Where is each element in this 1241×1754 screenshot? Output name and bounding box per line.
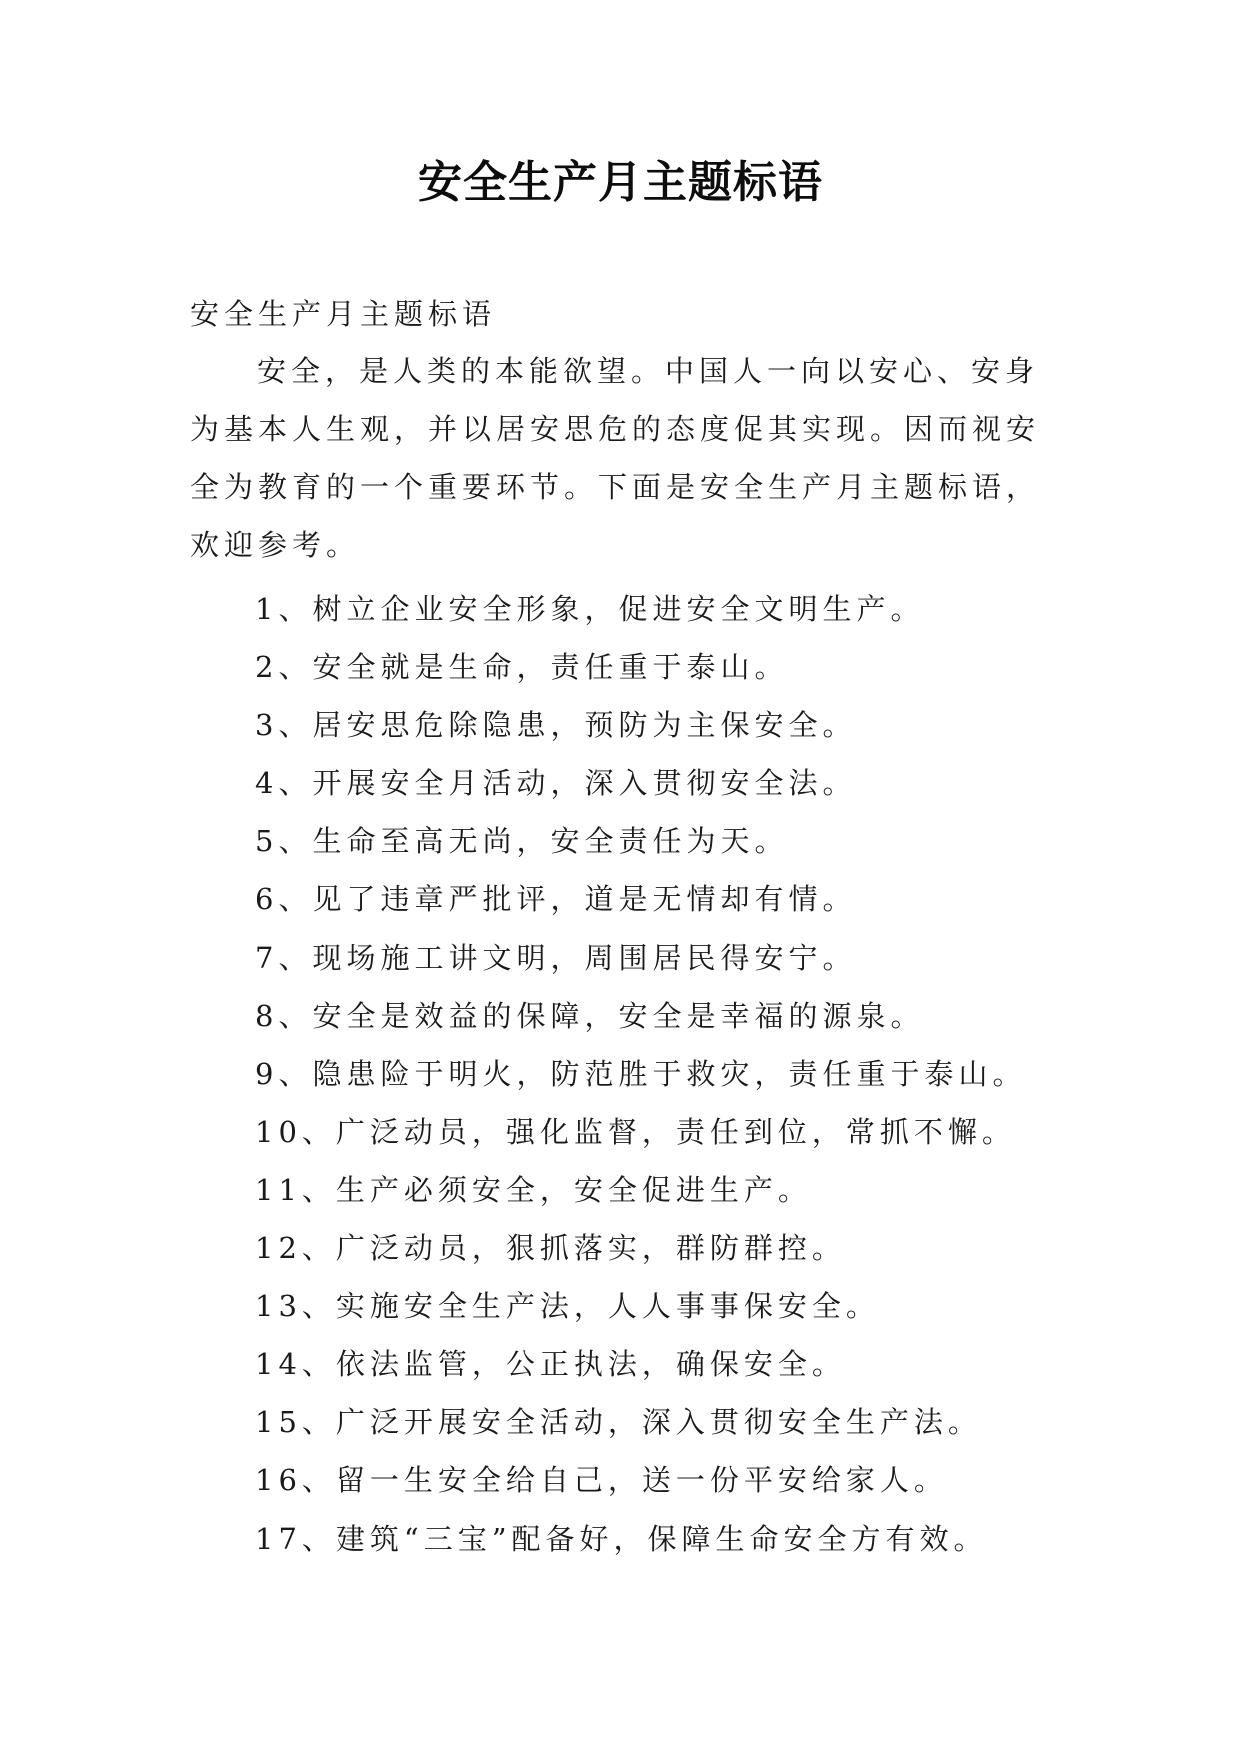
slogan-item: 5、生命至高无尚，安全责任为天。 xyxy=(255,824,789,859)
slogan-item: 9、隐患险于明火，防范胜于救灾，责任重于泰山。 xyxy=(255,1056,1027,1091)
document-title: 安全生产月主题标语 xyxy=(418,157,823,208)
slogan-item: 16、留一生安全给自己，送一份平安给家人。 xyxy=(255,1463,948,1498)
slogan-list xyxy=(255,580,1065,1568)
slogan-item: 13、实施安全生产法，人人事事保安全。 xyxy=(255,1289,880,1324)
slogan-item: 2、安全就是生命，责任重于泰山。 xyxy=(255,650,789,685)
document-subtitle: 安全生产月主题标语 xyxy=(190,297,497,331)
slogan-item: 6、见了违章严批评，道是无情却有情。 xyxy=(255,882,857,917)
slogan-item: 7、现场施工讲文明，周围居民得安宁。 xyxy=(255,940,857,975)
slogan-item: 17、建筑“三宝”配备好，保障生命安全方有效。 xyxy=(255,1521,988,1556)
slogan-item: 12、广泛动员，狠抓落实，群防群控。 xyxy=(255,1231,846,1266)
slogan-item: 1、树立企业安全形象，促进安全文明生产。 xyxy=(255,592,925,626)
slogan-item: 4、开展安全月活动，深入贯彻安全法。 xyxy=(255,766,857,801)
slogan-item: 3、居安思危除隐患，预防为主保安全。 xyxy=(255,708,857,743)
slogan-item: 8、安全是效益的保障，安全是幸福的源泉。 xyxy=(255,998,925,1033)
slogan-item: 15、广泛开展安全活动，深入贯彻安全生产法。 xyxy=(255,1405,982,1440)
intro-paragraph: 安全，是人类的本能欲望。中国人一向以安心、安身为基本人生观，并以居安思危的态度促其实现。因而视安全为教育的一个重要环节。下面是安全生产月主题标语，欢迎参考。 xyxy=(190,354,1041,562)
slogan-item: 11、生产必须安全，安全促进生产。 xyxy=(255,1172,812,1207)
slogan-item: 14、依法监管，公正执法，确保安全。 xyxy=(255,1347,846,1382)
slogan-item: 10、广泛动员，强化监督，责任到位，常抓不懈。 xyxy=(255,1114,1016,1149)
